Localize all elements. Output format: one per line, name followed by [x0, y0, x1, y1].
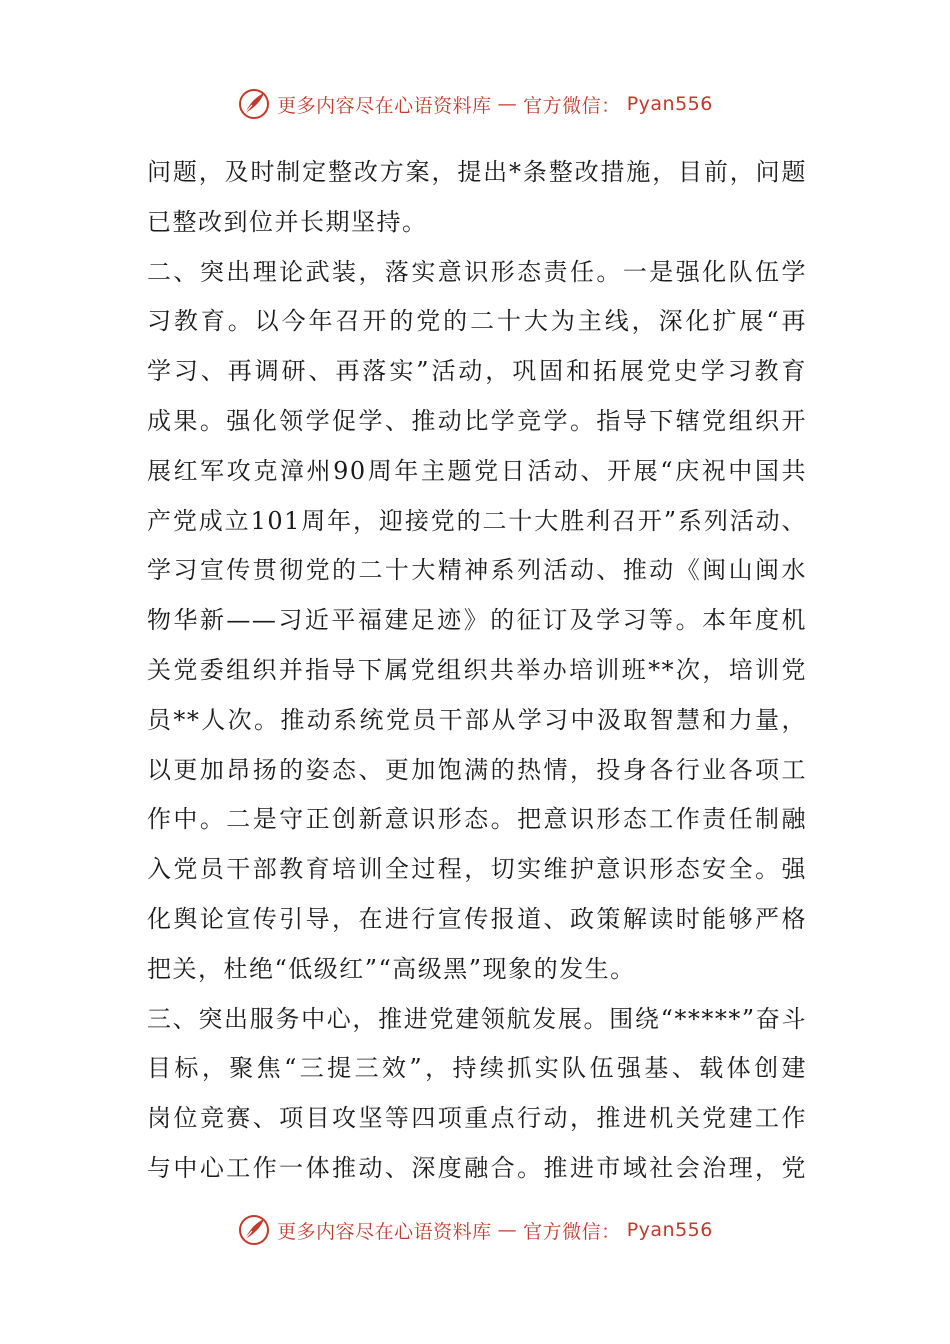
text-line: 与中心工作一体推动、深度融合。推进市域社会治理，党: [147, 1153, 807, 1182]
watermark-wechat-label: 官方微信：: [523, 1220, 621, 1243]
text-line: 展红军攻克漳州90周年主题党日活动、开展“庆祝中国共: [147, 456, 807, 485]
text-line: 岗位竞赛、项目攻坚等四项重点行动，推进机关党建工作: [147, 1104, 807, 1133]
text-line: 把关，杜绝“低级红”“高级黑”现象的发生。: [147, 954, 636, 983]
watermark-brand-text: 更多内容尽在心语资料库: [277, 1220, 492, 1243]
watermark-wechat-id: Pyan556: [626, 93, 713, 115]
text-line: 以更加昂扬的姿态、更加饱满的热情，投身各行业各项工: [147, 755, 807, 784]
text-line: 入党员干部教育培训全过程，切实维护意识形态安全。强: [147, 855, 807, 884]
text-line: 作中。二是守正创新意识形态。把意识形态工作责任制融: [147, 805, 807, 834]
feather-pen-logo-icon: [237, 1213, 271, 1247]
text-line: 员**人次。推动系统党员干部从学习中汲取智慧和力量，: [147, 705, 807, 734]
text-line: 化舆论宣传引导，在进行宣传报道、政策解读时能够严格: [147, 904, 807, 933]
document-body: [147, 148, 807, 1194]
text-line: 习教育。以今年召开的党的二十大为主线，深化扩展“再: [147, 307, 807, 336]
watermark-brand-text: 更多内容尽在心语资料库: [277, 94, 492, 117]
feather-pen-logo-icon: [237, 87, 271, 121]
text-line: 物华新——习近平福建足迹》的征订及学习等。本年度机: [147, 606, 807, 635]
text-line: 学习、再调研、再落实”活动，巩固和拓展党史学习教育: [147, 357, 807, 386]
text-line: 成果。强化领学促学、推动比学竞学。指导下辖党组织开: [147, 406, 807, 435]
text-line: 目标，聚焦“三提三效”，持续抓实队伍强基、载体创建: [147, 1054, 807, 1083]
watermark-wechat-id: Pyan556: [626, 1219, 713, 1241]
text-line: 二、突出理论武装，落实意识形态责任。一是强化队伍学: [147, 257, 807, 286]
header-watermark: [0, 84, 950, 124]
text-line: 产党成立101周年，迎接党的二十大胜利召开”系列活动、: [147, 506, 807, 535]
text-line: 关党委组织并指导下属党组织共举办培训班**次，培训党: [147, 655, 807, 684]
watermark-wechat-label: 官方微信：: [523, 94, 621, 117]
footer-watermark: [0, 1210, 950, 1250]
text-line: 已整改到位并长期坚持。: [147, 207, 428, 236]
text-line: 学习宣传贯彻党的二十大精神系列活动、推动《闽山闽水: [147, 556, 807, 585]
watermark-dash: —: [497, 1219, 518, 1241]
text-line: 三、突出服务中心，推进党建领航发展。围绕“*****”奋斗: [147, 1004, 807, 1033]
text-line: 问题，及时制定整改方案，提出*条整改措施，目前，问题: [147, 158, 807, 186]
watermark-dash: —: [497, 93, 518, 115]
